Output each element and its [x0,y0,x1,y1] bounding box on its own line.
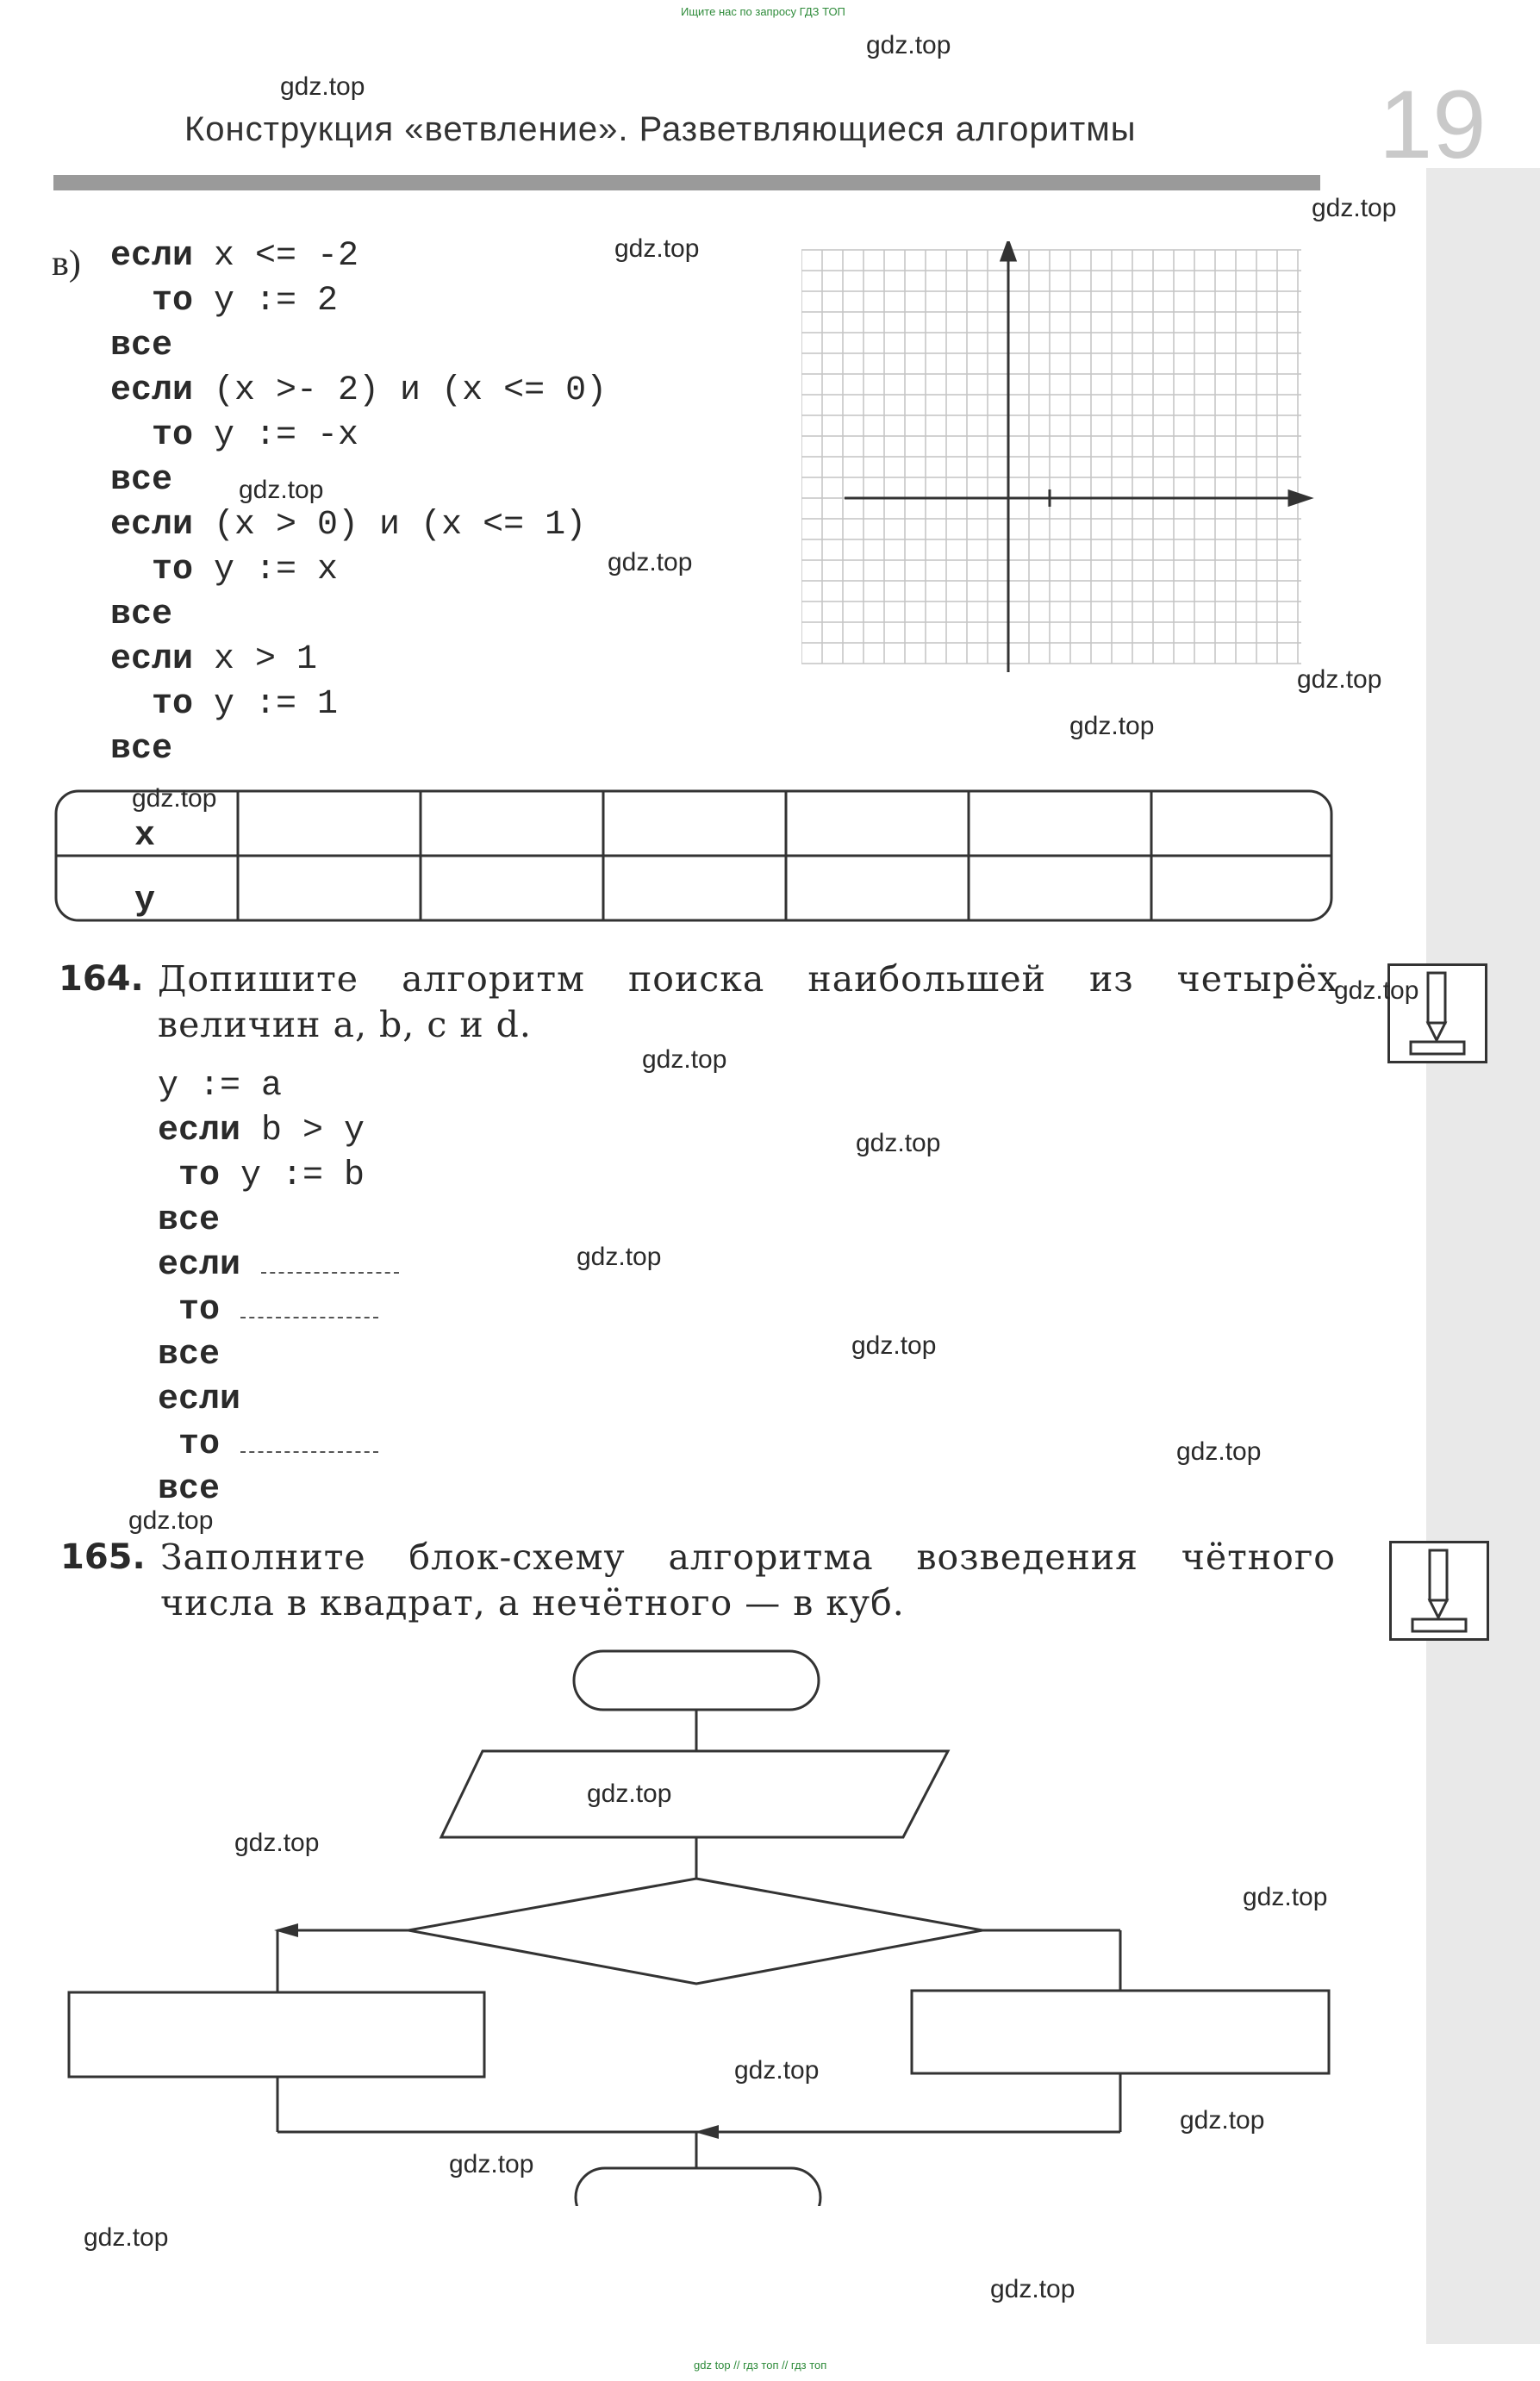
watermark: gdz.top [132,784,217,813]
watermark: gdz.top [1176,1437,1262,1466]
code-line: то y := 2 [110,282,339,321]
code-line: то y := -x [110,416,359,455]
task-165-line1: Заполните блок-схему алгоритма возведения чётного [160,1536,1336,1578]
code-line: если b > y [158,1112,365,1150]
start-terminator [574,1651,819,1710]
pencil-icon [1389,1541,1489,1641]
end-terminator [576,2168,820,2206]
right-process [912,1991,1329,2073]
code-line: если (x >- 2) и (x <= 0) [110,371,608,410]
part-v-label: в) [52,244,81,284]
watermark: gdz.top [84,2223,169,2252]
code-line: если [158,1243,399,1288]
watermark: gdz.top [1297,665,1382,694]
answer-blank[interactable] [240,1300,378,1318]
watermark: gdz.top [1243,1883,1328,1911]
condition-diamond [408,1879,982,1984]
watermark: gdz.top [614,234,700,263]
left-process [69,1992,484,2077]
top-note: Ищите нас по запросу ГДЗ ТОП [681,5,845,18]
watermark: gdz.top [642,1045,727,1074]
watermark: gdz.top [608,548,693,577]
code-line: все [158,1336,221,1374]
watermark: gdz.top [577,1243,662,1271]
watermark: gdz.top [866,31,951,59]
code-line: если x > 1 [110,640,318,679]
task-164-line1: Допишите алгоритм поиска наибольшей из четырёх [158,958,1338,1000]
code-line: если x <= -2 [110,237,359,276]
table-row-x-label: x [134,817,156,856]
margin-strip [1426,168,1540,2344]
table-row-y-label: y [134,882,156,920]
task-165-line2: числа в квадрат, а нечётного — в куб. [160,1582,905,1624]
watermark: gdz.top [449,2150,534,2178]
task-164-line2: величин a, b, c и d. [158,1004,532,1045]
code-line: все [110,595,173,634]
watermark: gdz.top [234,1829,320,1857]
watermark: gdz.top [1069,712,1155,740]
watermark: gdz.top [128,1506,214,1535]
code-line: все [158,1470,221,1509]
watermark: gdz.top [1180,2106,1265,2135]
watermark: gdz.top [239,476,324,504]
code-line: все [110,730,173,769]
flowchart [0,1637,1379,2206]
page-title: Конструкция «ветвление». Разветвляющиеся алгоритмы [184,110,1137,148]
answer-blank[interactable] [261,1255,399,1274]
watermark: gdz.top [1312,194,1397,222]
code-line: то y := 1 [110,685,339,724]
watermark: gdz.top [856,1129,941,1157]
part-v-code [110,234,607,772]
page-number: 19 [1379,71,1487,178]
code-line: то [158,1423,399,1468]
answer-blank[interactable] [240,1434,378,1453]
task-165-number: 165. [60,1537,146,1577]
xy-table [53,788,1337,926]
code-line: то y := b [158,1156,365,1195]
code-line: то y := x [110,551,339,589]
code-line: все [158,1201,221,1240]
code-line: все [110,327,173,365]
watermark: gdz.top [990,2275,1076,2303]
code-line: y := a [158,1067,283,1106]
task-164-code [158,1064,399,1512]
watermark: gdz.top [280,72,365,101]
watermark: gdz.top [851,1331,937,1360]
task-164-number: 164. [59,959,144,999]
input-block [441,1751,948,1837]
code-line: все [110,461,173,500]
watermark: gdz.top [734,2056,820,2085]
code-line: если [158,1381,241,1419]
watermark: gdz.top [587,1780,672,1808]
code-line: если (x > 0) и (x <= 1) [110,506,587,545]
code-line: то [158,1288,399,1333]
watermark: gdz.top [1334,976,1419,1005]
bottom-note: gdz top // гдз топ // гдз топ [694,2359,827,2372]
coordinate-grid [801,241,1327,672]
header-rule [53,175,1320,190]
